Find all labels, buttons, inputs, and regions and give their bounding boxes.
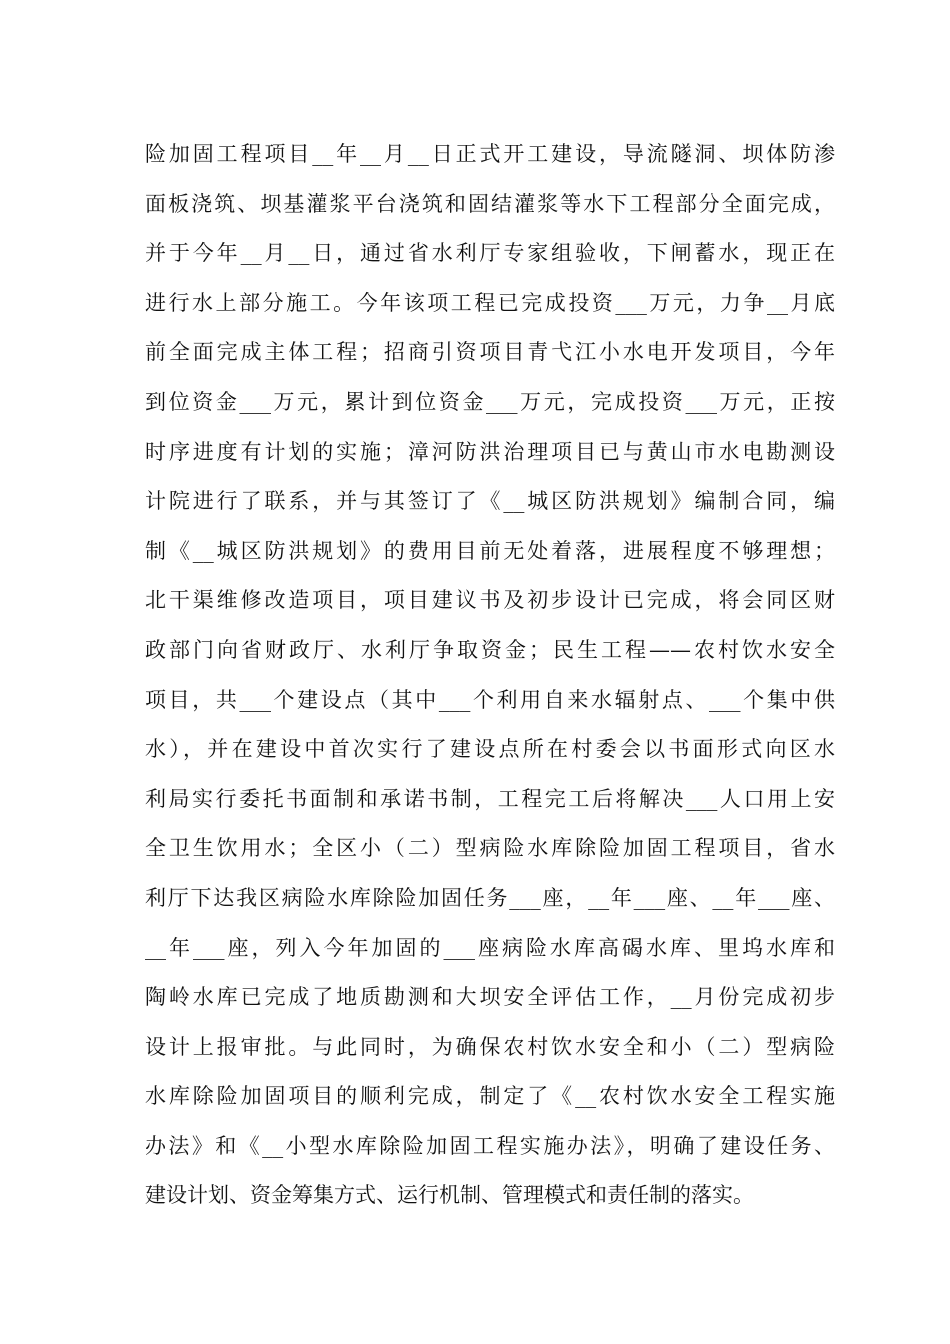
text-line: 水库除险加固项目的顺利完成，制定了《__农村饮水安全工程实施 — [145, 1084, 835, 1109]
text-line: 并于今年__月__日，通过省水利厅专家组验收，下闸蓄水，现正在 — [145, 241, 835, 266]
text-line: 建设计划、资金筹集方式、运行机制、管理模式和责任制的落实。 — [145, 1183, 754, 1208]
text-line: 项目，共___个建设点（其中___个利用自来水辐射点、___个集中供 — [145, 687, 835, 712]
text-line: 进行水上部分施工。今年该项工程已完成投资___万元，力争__月底 — [145, 290, 835, 315]
body-paragraph — [145, 130, 835, 1221]
text-line: 计院进行了联系，并与其签订了《__城区防洪规划》编制合同，编 — [145, 489, 835, 514]
text-line: 全卫生饮用水；全区小（二）型病险水库除险加固工程项目，省水 — [145, 836, 835, 861]
text-line: 北干渠维修改造项目，项目建议书及初步设计已完成，将会同区财 — [145, 588, 835, 613]
text-line: 利厅下达我区病险水库除险加固任务___座，__年___座、__年___座、 — [145, 885, 835, 910]
text-line: 到位资金___万元，累计到位资金___万元，完成投资___万元，正按 — [145, 389, 835, 414]
text-line: 前全面完成主体工程；招商引资项目青弋江小水电开发项目，今年 — [145, 340, 835, 365]
text-line: 办法》和《__小型水库除险加固工程实施办法》，明确了建设任务、 — [145, 1133, 835, 1158]
text-line: 时序进度有计划的实施；漳河防洪治理项目已与黄山市水电勘测设 — [145, 439, 835, 464]
text-line: 制《__城区防洪规划》的费用目前无处着落，进展程度不够理想； — [145, 538, 835, 563]
text-line: 利局实行委托书面制和承诺书制，工程完工后将解决___人口用上安 — [145, 786, 835, 811]
text-line: 陶岭水库已完成了地质勘测和大坝安全评估工作，__月份完成初步 — [145, 985, 835, 1010]
text-line: 险加固工程项目__年__月__日正式开工建设，导流隧洞、坝体防渗 — [145, 142, 835, 166]
text-line: 水），并在建设中首次实行了建设点所在村委会以书面形式向区水 — [145, 737, 835, 762]
text-line: 设计上报审批。与此同时，为确保农村饮水安全和小（二）型病险 — [145, 1034, 835, 1059]
text-line: 面板浇筑、坝基灌浆平台浇筑和固结灌浆等水下工程部分全面完成， — [145, 191, 835, 216]
text-line: __年___座，列入今年加固的___座病险水库高碣水库、里坞水库和 — [145, 935, 835, 960]
text-line: 政部门向省财政厅、水利厅争取资金；民生工程——农村饮水安全 — [145, 637, 835, 662]
